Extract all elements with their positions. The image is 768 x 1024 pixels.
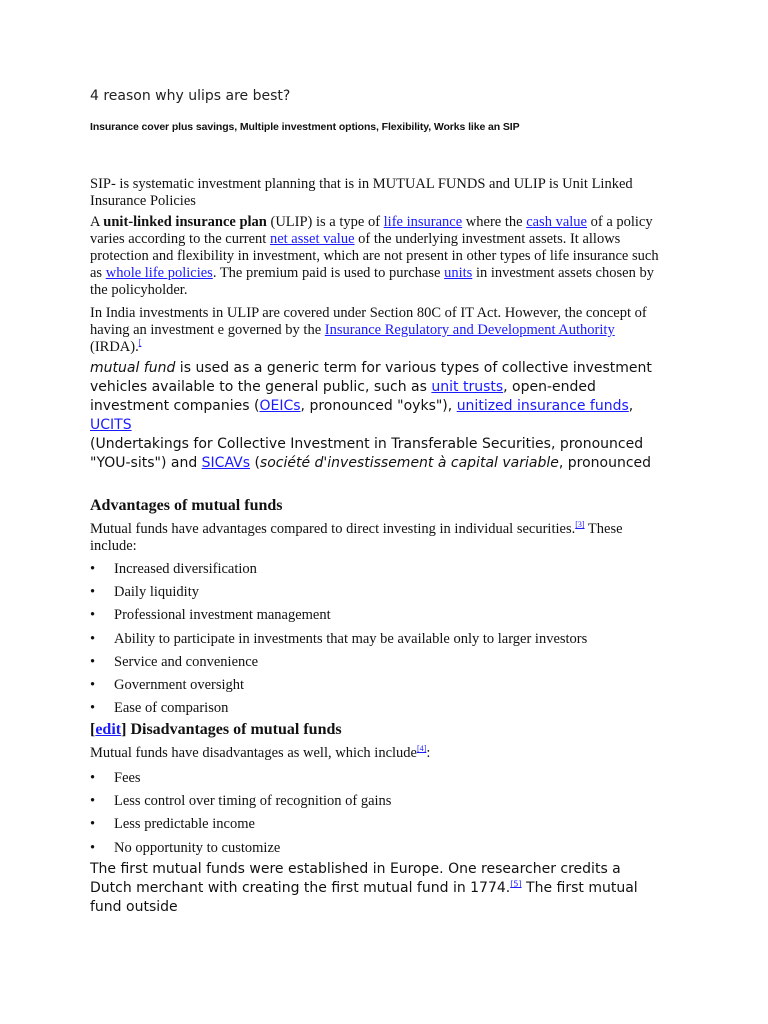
link-net-asset-value[interactable]: net asset value (269, 231, 355, 247)
text: , open-ended investment companies ( (90, 379, 596, 414)
link-oeics[interactable]: OEICs (259, 398, 301, 414)
link-whole-life-policies[interactable]: whole life policies (105, 265, 213, 281)
edit-link[interactable]: edit (95, 721, 122, 738)
list-item: • Service and convenience (90, 654, 587, 677)
text: A (90, 214, 104, 230)
link-cash-value[interactable]: cash value (526, 214, 587, 230)
reference-link[interactable]: [ (138, 338, 142, 348)
list-item: • Fees (90, 770, 391, 793)
text: where the (462, 214, 527, 230)
page-title: 4 reason why ulips are best? (90, 88, 291, 104)
text: : (426, 745, 431, 761)
list-item: • Less predictable income (90, 816, 391, 839)
subheading: Insurance cover plus savings, Multiple investment options, Flexibility, Works like an SIP (90, 121, 520, 133)
link-life-insurance[interactable]: life insurance (383, 214, 463, 230)
bold-term: unit-linked insurance plan (103, 214, 267, 230)
disadvantages-list (90, 770, 391, 863)
text: The first mutual funds were established in Europe. One researcher credits a Dutch merchant with creating the first mutual fund in 1774. (90, 861, 621, 896)
text: , pronounced "oyks"), (300, 398, 457, 414)
disadvantages-intro (90, 745, 660, 762)
list-item: • No opportunity to customize (90, 840, 391, 863)
list-item: • Increased diversification (90, 561, 587, 584)
link-irda[interactable]: Insurance Regulatory and Development Authority (324, 322, 615, 338)
ulip-paragraph (90, 214, 660, 299)
link-units[interactable]: units (444, 265, 473, 281)
text: of a policy varies according to the current (90, 214, 653, 247)
text: of the underlying investment assets. It allows protection and flexibility in investment, which are not present in other types of life insurance such as (90, 231, 659, 281)
advantages-heading: Advantages of mutual funds (90, 497, 283, 514)
list-item: • Professional investment management (90, 607, 587, 630)
link-sicavs[interactable]: SICAVs (201, 455, 250, 471)
list-item: • Daily liquidity (90, 584, 587, 607)
disadvantages-heading (90, 721, 342, 739)
bracket: [ (90, 721, 96, 738)
text: Mutual funds have advantages compared to direct investing in individual securities. (90, 521, 576, 537)
first-mutual-funds-paragraph (90, 860, 665, 917)
text: , (628, 398, 634, 414)
text: The first mutual fund outside (90, 880, 638, 915)
italic-term: société d'investissement à capital variable (259, 455, 559, 471)
advantages-list (90, 561, 587, 723)
text: ( (250, 455, 260, 471)
link-ucits[interactable]: UCITS (90, 417, 132, 433)
list-item: • Government oversight (90, 677, 587, 700)
list-item: • Ability to participate in investments that may be available only to larger investors (90, 631, 587, 654)
reference-link[interactable]: [4] (416, 744, 427, 754)
text: . The premium paid is used to purchase (212, 265, 445, 281)
text: In India investments in ULIP are covered under Section 80C of IT Act. However, the concept of having an investment e governed by the (90, 305, 647, 338)
text: These include: (90, 521, 623, 554)
reference-link[interactable]: [5] (510, 879, 522, 889)
text: in investment assets chosen by the policyholder. (90, 265, 654, 298)
text: Mutual funds have disadvantages as well, which include (90, 745, 417, 761)
text: (ULIP) is a type of (266, 214, 384, 230)
heading-text: Disadvantages of mutual funds (126, 721, 342, 738)
list-item: • Ease of comparison (90, 700, 587, 723)
link-unitized-insurance-funds[interactable]: unitized insurance funds (456, 398, 629, 414)
mutual-fund-paragraph (90, 359, 665, 473)
text: (Undertakings for Collective Investment in Transferable Securities, pronounced "YOU-sits") and (90, 436, 644, 471)
reference-link[interactable]: [3] (575, 520, 585, 530)
sip-paragraph: SIP- is systematic investment planning that is in MUTUAL FUNDS and ULIP is Unit Linked Insurance Policies (90, 176, 633, 209)
italic-term: mutual fund (90, 360, 176, 376)
list-item: • Less control over timing of recognition of gains (90, 793, 391, 816)
india-paragraph (90, 305, 670, 356)
text: , pronounced (558, 455, 652, 471)
text: (IRDA). (90, 339, 139, 355)
advantages-intro (90, 521, 660, 555)
link-unit-trusts[interactable]: unit trusts (431, 379, 504, 395)
bracket: ] (121, 721, 127, 738)
text: is used as a generic term for various types of collective investment vehicles available to the general public, such as (90, 360, 652, 395)
